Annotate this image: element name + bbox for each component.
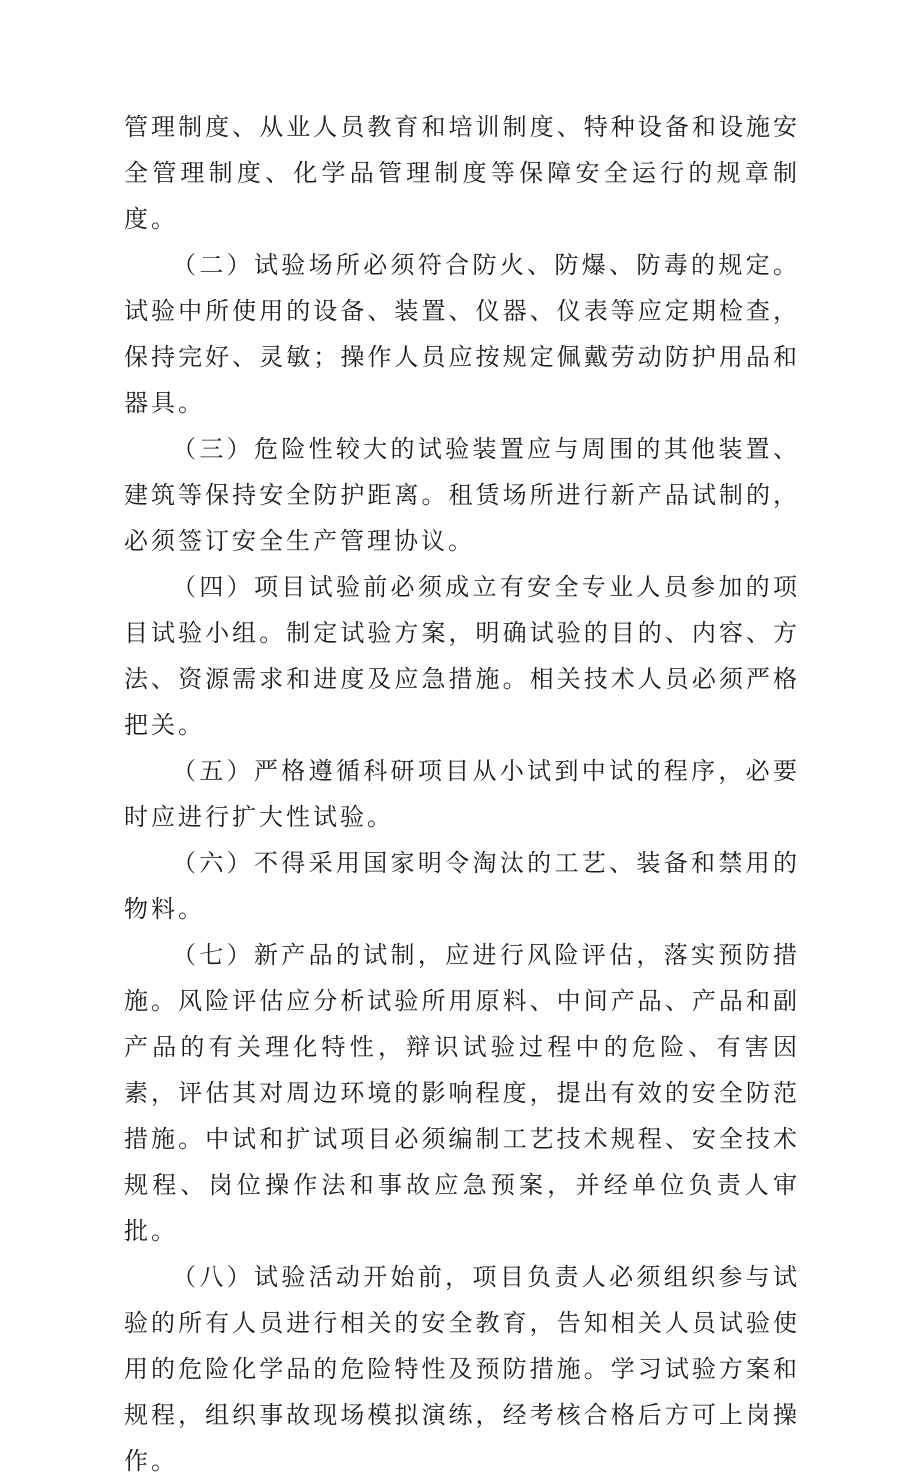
document-body — [124, 104, 800, 1484]
paragraph-item-3: （三）危险性较大的试验装置应与周围的其他装置、建筑等保持安全防护距离。租赁场所进行新产品试制的，必须签订安全生产管理协议。 — [124, 435, 800, 555]
paragraph-item-2: （二）试验场所必须符合防火、防爆、防毒的规定。试验中所使用的设备、装置、仪器、仪表等应定期检查，保持完好、灵敏；操作人员应按规定佩戴劳动防护用品和器具。 — [124, 251, 800, 417]
paragraph-continuation: 管理制度、从业人员教育和培训制度、特种设备和设施安全管理制度、化学品管理制度等保障安全运行的规章制度。 — [124, 113, 800, 233]
paragraph-item-8: （八）试验活动开始前，项目负责人必须组织参与试验的所有人员进行相关的安全教育，告知相关人员试验使用的危险化学品的危险特性及预防措施。学习试验方案和规程，组织事故现场模拟演练，经考核合格后方可上岗操作。 — [124, 1263, 800, 1475]
paragraph-item-4: （四）项目试验前必须成立有安全专业人员参加的项目试验小组。制定试验方案，明确试验的目的、内容、方法、资源需求和进度及应急措施。相关技术人员必须严格把关。 — [124, 573, 800, 739]
paragraph-item-5: （五）严格遵循科研项目从小试到中试的程序，必要时应进行扩大性试验。 — [124, 757, 800, 831]
paragraph-item-7: （七）新产品的试制，应进行风险评估，落实预防措施。风险评估应分析试验所用原料、中间产品、产品和副产品的有关理化特性，辩识试验过程中的危险、有害因素，评估其对周边环境的影响程度，提出有效的安全防范措施。中试和扩试项目必须编制工艺技术规程、安全技术规程、岗位操作法和事故应急预案，并经单位负责人审批。 — [124, 941, 800, 1245]
paragraph-item-6: （六）不得采用国家明令淘汰的工艺、装备和禁用的物料。 — [124, 849, 800, 923]
